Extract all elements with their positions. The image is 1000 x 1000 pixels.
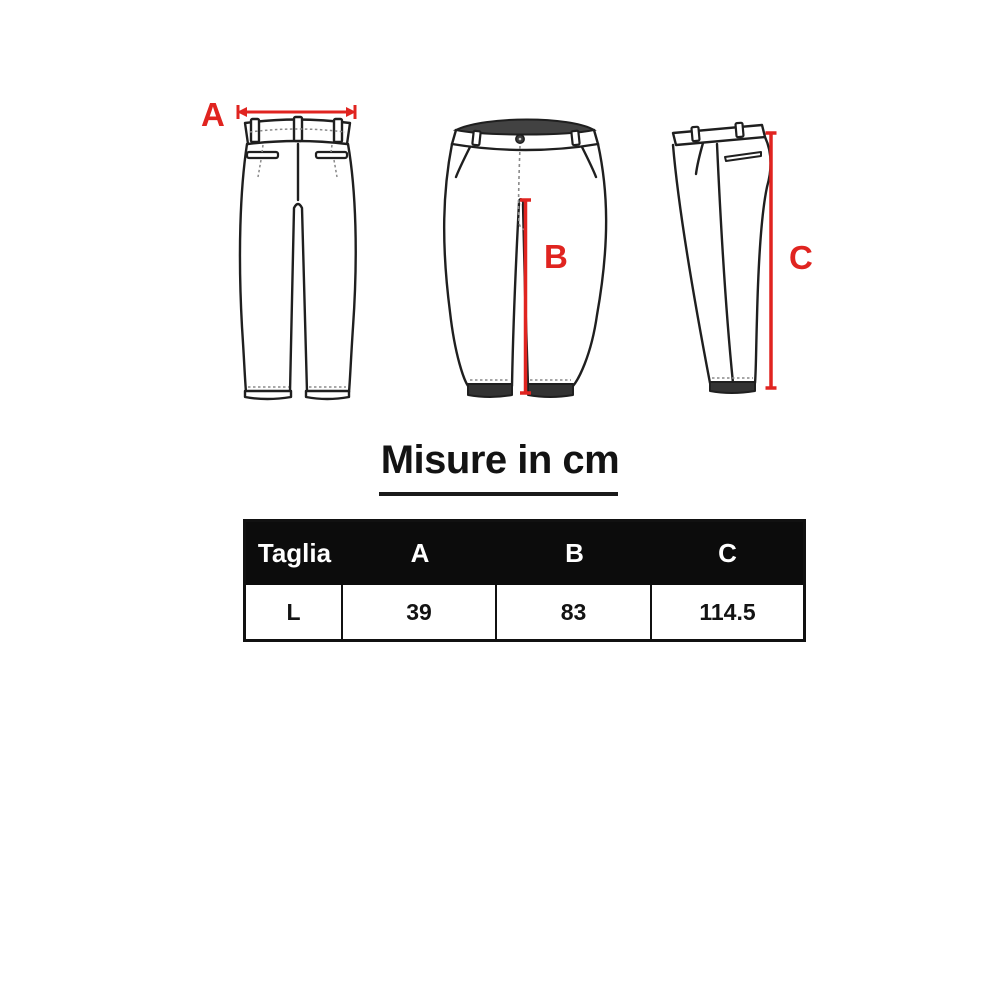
side-waistband [673,125,765,145]
measure-line-c [766,133,777,388]
measure-label-c: C [789,239,813,276]
side-pocket [725,152,761,161]
measure-label-a: A [201,96,225,133]
header-cell-a: A [410,538,430,568]
back-hems [245,391,349,399]
measure-line-b [520,200,531,393]
pants-front-view-figure [440,110,615,405]
cell-value-a: 39 [343,585,497,639]
side-hem [710,382,755,393]
waist-button [516,135,524,143]
header-cell-b: B [565,538,584,568]
title-underline [379,492,618,496]
page-title: Misure in cm [380,438,620,482]
back-legs [240,144,356,392]
pants-side-view-figure [665,112,785,402]
header-cell-taglia: Taglia [257,538,332,568]
size-table [243,519,806,642]
pants-front-view-drawing [440,110,615,405]
pants-back-view-figure [195,95,380,410]
cell-value-c: 114.5 [699,598,756,625]
size-table-row [246,585,803,639]
cell-size: L [246,585,343,639]
size-table-header-row [246,522,803,585]
pants-back-view-drawing [195,95,380,410]
side-outline [673,137,771,383]
pants-side-view-drawing [665,112,785,402]
header-cell-c: C [718,538,737,568]
cell-value-b: 83 [497,585,652,639]
front-hems [468,384,573,397]
measure-label-b: B [544,238,568,275]
